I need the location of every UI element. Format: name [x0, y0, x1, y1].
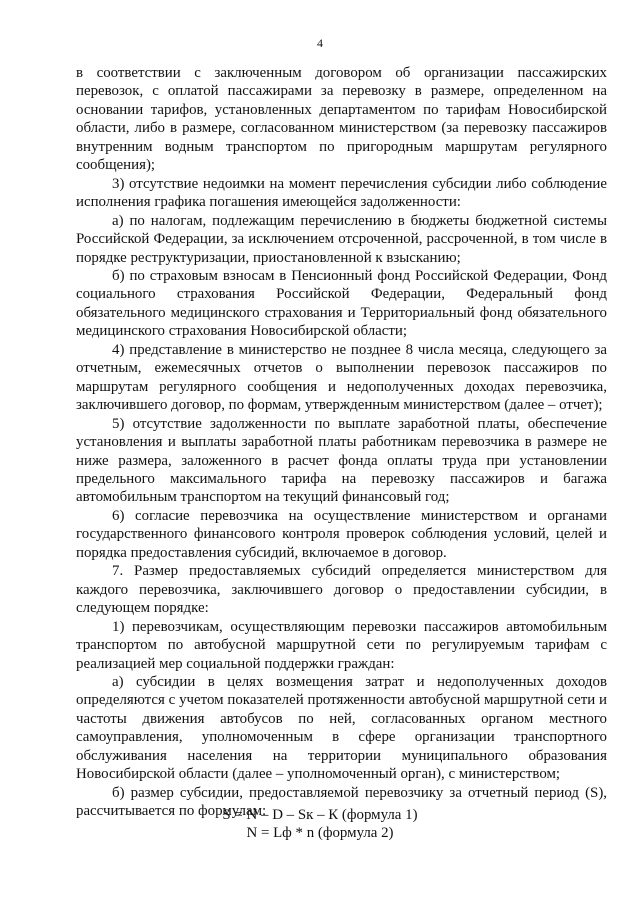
paragraph: 5) отсутствие задолженности по выплате заработной платы, обеспечение установления и выплаты заработной платы работникам перевозчика в размере не ниже размера, заложенного в расчет фонда оплаты труда при установлении предельного максимального тарифа на перевозку пассажиров и багажа автомобильным транспортом на текущий финансовый год; — [76, 415, 607, 506]
paragraph: в соответствии с заключенным договором об организации пассажирских перевозок, с оплатой пассажирами за перевозку в размере, определенном на основании тарифов, установленных департаментом по тарифам Новосибирской области, либо в размере, согласованном министерством (за перевозку пассажиров внутренним водным транспортом по пригородным маршрутам регулярного сообщения); — [76, 65, 607, 174]
paragraph: 6) согласие перевозчика на осуществление министерством и органами государственного финансового контроля проверок соблюдения условий, целей и порядка предоставления субсидий, включаемое в договор. — [76, 507, 607, 561]
paragraph: б) размер субсидии, предоставляемой перевозчику за отчетный период (S), рассчитывается по формулам: — [76, 784, 607, 820]
page-number: 4 — [317, 36, 323, 50]
paragraph: 4) представление в министерство не позднее 8 числа месяца, следующего за отчетным, ежемесячных отчетов о выполнении перевозок пассажиров по маршрутам регулярного сообщения и недополученных доходах перевозчика, заключившего договор, по формам, утвержденным министерством (далее – отчет); — [76, 341, 607, 414]
paragraph: а) по налогам, подлежащим перечислению в бюджеты бюджетной системы Российской Федерации, за исключением отсроченной, рассроченной, в том числе в порядке реструктуризации, приостановленной к взысканию; — [76, 212, 607, 266]
formula-2: N = Lф * n (формула 2) — [246, 825, 394, 842]
paragraph: 3) отсутствие недоимки на момент перечисления субсидии либо соблюдение исполнения графика погашения имеющейся задолженности: — [76, 175, 607, 211]
document-body — [76, 64, 607, 821]
paragraph: 1) перевозчикам, осуществляющим перевозки пассажиров автомобильным транспортом по автобусной маршрутной сети по регулируемым тарифам с реализацией мер социальной поддержки граждан: — [76, 618, 607, 672]
paragraph: 7. Размер предоставляемых субсидий определяется министерством для каждого перевозчика, заключившего договор о предоставлении субсидии, в следующем порядке: — [76, 563, 607, 617]
formula-1: S = N – D – Sк – К (формула 1) — [222, 807, 418, 823]
paragraph: б) по страховым взносам в Пенсионный фонд Российской Федерации, Фонд социального страхования Российской Федерации, Федеральный фонд обязательного медицинского страхования и Территориальный фонд обязательного медицинского страхования Новосибирской области; — [76, 267, 607, 340]
formula-block — [0, 806, 640, 843]
paragraph: а) субсидии в целях возмещения затрат и недополученных доходов определяются с учетом показателей протяженности автобусной маршрутной сети и частоты движения автобусов по ней, согласованных органом местного самоуправления, уполномоченным в сфере организации транспортного обслуживания населения на территории муниципального образования Новосибирской области (далее – уполномоченный орган), с министерством; — [76, 673, 607, 783]
